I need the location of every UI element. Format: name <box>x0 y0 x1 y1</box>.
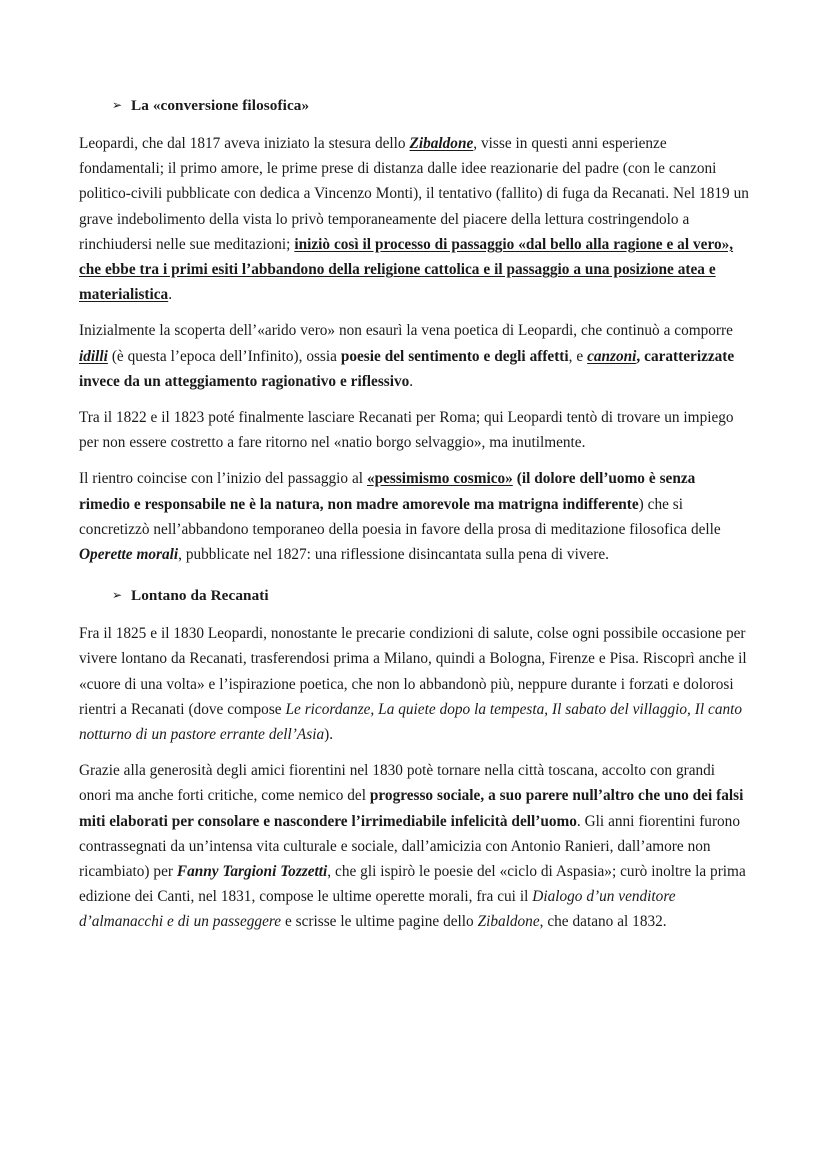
text-run-normal: Grazie alla generosità degli amici fiorentini nel 1830 potè tornare nella città toscana, accolto con grandi onori ma anche forti critiche, come nemico del <box>79 762 716 805</box>
text-run-italic: Dialogo d’un venditore d’almanacchi e di un passeggere <box>79 888 676 931</box>
paragraph-p2 <box>79 318 750 394</box>
text-run-bold-underline: «pessimismo cosmico» <box>366 470 513 488</box>
text-run-normal: . Gli anni fiorentini furono contrassegnati da un’intensa vita culturale e sociale, dall’amicizia con Antonio Ranieri, dall’amore non ricambiato) per <box>79 812 740 881</box>
text-run-bold-italic-underline: idilli <box>79 347 108 365</box>
text-run-bold-italic-underline: canzoni <box>587 347 637 365</box>
text-run-bold-italic-underline: Zibaldone <box>409 135 474 152</box>
text-run-bold: , caratterizzate invece da un atteggiamento ragionativo e riflessivo <box>79 347 735 390</box>
text-run-bold-italic: Fanny Targioni Tozzetti <box>176 863 328 881</box>
text-run-normal: , e <box>568 347 588 365</box>
paragraph-p1 <box>79 131 750 307</box>
document-body <box>79 93 750 935</box>
text-run-normal: . <box>168 286 173 304</box>
text-run-normal: , che datano al 1832. <box>539 913 667 931</box>
text-run-bold: (il dolore dell’uomo è senza rimedio e responsabile ne è la natura, non madre amorevole ma matrigna indifferente <box>79 470 696 513</box>
text-run-normal: Inizialmente la scoperta dell’«arido vero» non esaurì la vena poetica di Leopardi, che continuò a comporre <box>79 322 733 340</box>
text-run-normal: , pubblicate nel 1827: una riflessione disincantata sulla pena di vivere. <box>178 546 609 564</box>
section-heading-label: Lontano da Recanati <box>131 587 269 605</box>
text-run-normal: , visse in questi anni esperienze fondamentali; il primo amore, le prime prese di distanza dalle idee reazionarie del padre (con le canzoni politico-civili pubblicate con dedica a Vincenzo Monti), il tentativo (fallito) di fuga da Recanati. Nel 1819 un grave indebolimento della vista lo privò temporaneamente del piacere della lettura costringendolo a rinchiudersi nelle sue meditazioni; <box>79 135 749 253</box>
text-run-italic: Zibaldone <box>477 913 540 931</box>
text-run-normal: e scrisse le ultime pagine dello <box>281 913 478 931</box>
bullet-arrow-icon: ➢ <box>112 98 123 112</box>
text-run-bold-italic: Operette morali <box>79 546 179 564</box>
text-run-normal: Tra il 1822 e il 1823 poté finalmente lasciare Recanati per Roma; qui Leopardi tentò di trovare un impiego per non essere costretto a fare ritorno nel «natio borgo selvaggio», ma inutilmente. <box>79 409 734 452</box>
text-run-normal: , che gli ispirò le poesie del «ciclo di Aspasia»; curò inoltre la prima edizione dei Canti, nel 1831, compose le ultime operette morali, fra cui il <box>79 863 746 906</box>
section-heading-label: La «conversione filosofica» <box>131 97 310 114</box>
text-run-normal: Il rientro coincise con l’inizio del passaggio al <box>79 470 367 488</box>
bullet-arrow-icon: ➢ <box>112 588 123 603</box>
paragraph-p5 <box>79 621 750 747</box>
text-run-normal: Leopardi, che dal 1817 aveva iniziato la stesura dello <box>79 135 410 152</box>
text-run-normal: (è questa l’epoca dell’Infinito), ossia <box>107 347 341 365</box>
text-run-normal: Fra il 1825 e il 1830 Leopardi, nonostante le precarie condizioni di salute, colse ogni possibile occasione per vivere lontano da Recanati, trasferendosi prima a Milano, quindi a Bologna, Firenze e Pisa. Riscoprì anche il «cuore di una volta» e l’ispirazione poetica, che non lo abbandonò più, neppure durante i forzati e dolorosi rientri a Recanati (dove compose <box>79 625 747 718</box>
text-run-bold: poesie del sentimento e degli affetti <box>340 347 569 365</box>
text-run-normal: ). <box>324 726 334 744</box>
text-run-normal: ) che si concretizzò nell’abbandono temporaneo della poesia in favore della prosa di meditazione filosofica delle <box>79 495 721 538</box>
text-run-normal: . <box>409 372 414 390</box>
section-heading-conversione-filosofica <box>79 93 750 119</box>
paragraph-p4 <box>79 466 750 567</box>
text-run-bold-underline: iniziò così il processo di passaggio «dal bello alla ragione e al vero», che ebbe tra i primi esiti l’abbandono della religione cattolica e il passaggio a una posizione atea e materialistica <box>79 235 734 304</box>
text-run-italic: Le ricordanze, La quiete dopo la tempesta, Il sabato del villaggio, Il canto notturno di un pastore errante dell’Asia <box>79 700 743 744</box>
paragraph-p6 <box>79 758 750 934</box>
text-run-bold: progresso sociale, a suo parere null’altro che uno dei falsi miti elaborati per consolare e nascondere l’irrimediabile infelicità dell’uomo <box>79 787 744 830</box>
section-heading-lontano-da-recanati <box>79 583 750 609</box>
paragraph-p3 <box>79 405 750 455</box>
